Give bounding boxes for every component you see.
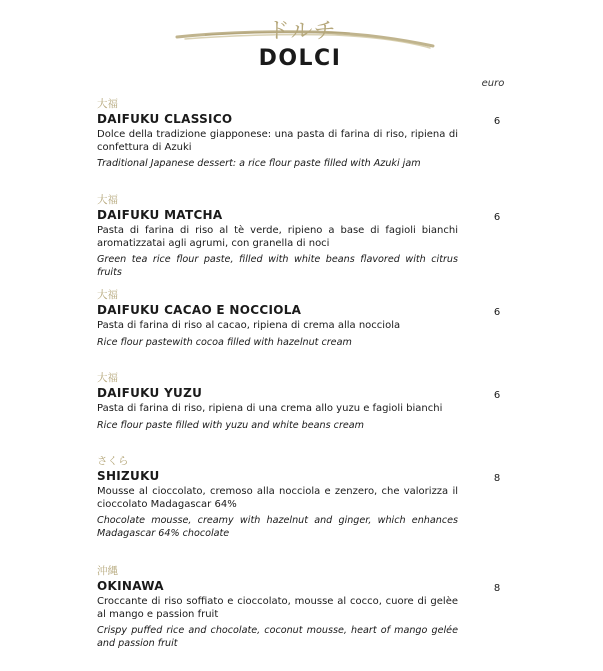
item-name: OKINAWA (97, 579, 164, 593)
item-description-italian: Croccante di riso soffiato e cioccolato, mousse al cocco, cuore di gelèe al mango e passion fruit (97, 596, 458, 620)
item-name: DAIFUKU CACAO E NOCCIOLA (97, 303, 302, 317)
item-description-italian: Pasta di farina di riso al tè verde, ripieno a base di fagioli bianchi aromatizzatai agli agrumi, con granella di noci (97, 225, 458, 249)
item-description-italian: Pasta di farina di riso al cacao, ripiena di crema alla nocciola (97, 320, 401, 331)
item-kanji: 大福 (97, 98, 118, 110)
item-price: 6 (493, 212, 501, 223)
item-name: DAIFUKU MATCHA (97, 208, 223, 222)
item-name: DAIFUKU CLASSICO (97, 112, 233, 126)
item-description-italian: Dolce della tradizione giapponese: una pasta di farina di riso, ripiena di confettura di Azuki (97, 129, 458, 153)
item-name: DAIFUKU YUZU (97, 386, 203, 400)
menu-item-okinawa (97, 564, 517, 650)
item-price: 6 (493, 307, 501, 318)
menu-item-daifuku-classico (97, 97, 517, 171)
menu-item-daifuku-yuzu (97, 371, 517, 432)
item-description-english: Rice flour paste filled with yuzu and white beans cream (97, 419, 365, 431)
japanese-title: ドルチ (267, 19, 337, 44)
item-kanji: 沖縄 (97, 565, 118, 577)
item-description-italian: Mousse al cioccolato, cremoso alla nocciola e zenzero, che valorizza il cioccolato Madagascar 64% (97, 486, 458, 510)
item-description-english: Traditional Japanese dessert: a rice flour paste filled with Azuki jam (97, 158, 421, 169)
page-title: DOLCI (258, 46, 342, 71)
item-description-english: Rice flour pastewith cocoa filled with hazelnut cream (97, 336, 352, 348)
item-kanji: さくら (97, 455, 129, 467)
item-description-english: Chocolate mousse, creamy with hazelnut and ginger, which enhances Madagascar 64% chocolate (97, 515, 458, 539)
item-price: 6 (493, 390, 501, 401)
menu-header (0, 0, 603, 80)
menu-item-daifuku-matcha (97, 193, 517, 279)
item-kanji: 大福 (97, 194, 118, 206)
item-description-italian: Pasta di farina di riso, ripiena di una crema allo yuzu e fagioli bianchi (97, 403, 443, 414)
item-kanji: 大福 (97, 289, 118, 301)
item-kanji: 大福 (97, 372, 118, 384)
item-description-english: Crispy puffed rice and chocolate, coconut mousse, heart of mango gelée and passion fruit (97, 625, 458, 649)
item-description-english: Green tea rice flour paste, filled with white beans flavored with citrus fruits (97, 254, 458, 278)
currency-label: euro (481, 78, 505, 89)
menu-item-daifuku-cacao-nocciola (97, 288, 517, 349)
item-price: 8 (493, 583, 501, 594)
menu-item-shizuku (97, 454, 517, 540)
item-price: 8 (493, 473, 501, 484)
item-name: SHIZUKU (97, 469, 160, 483)
item-price: 6 (493, 116, 501, 127)
